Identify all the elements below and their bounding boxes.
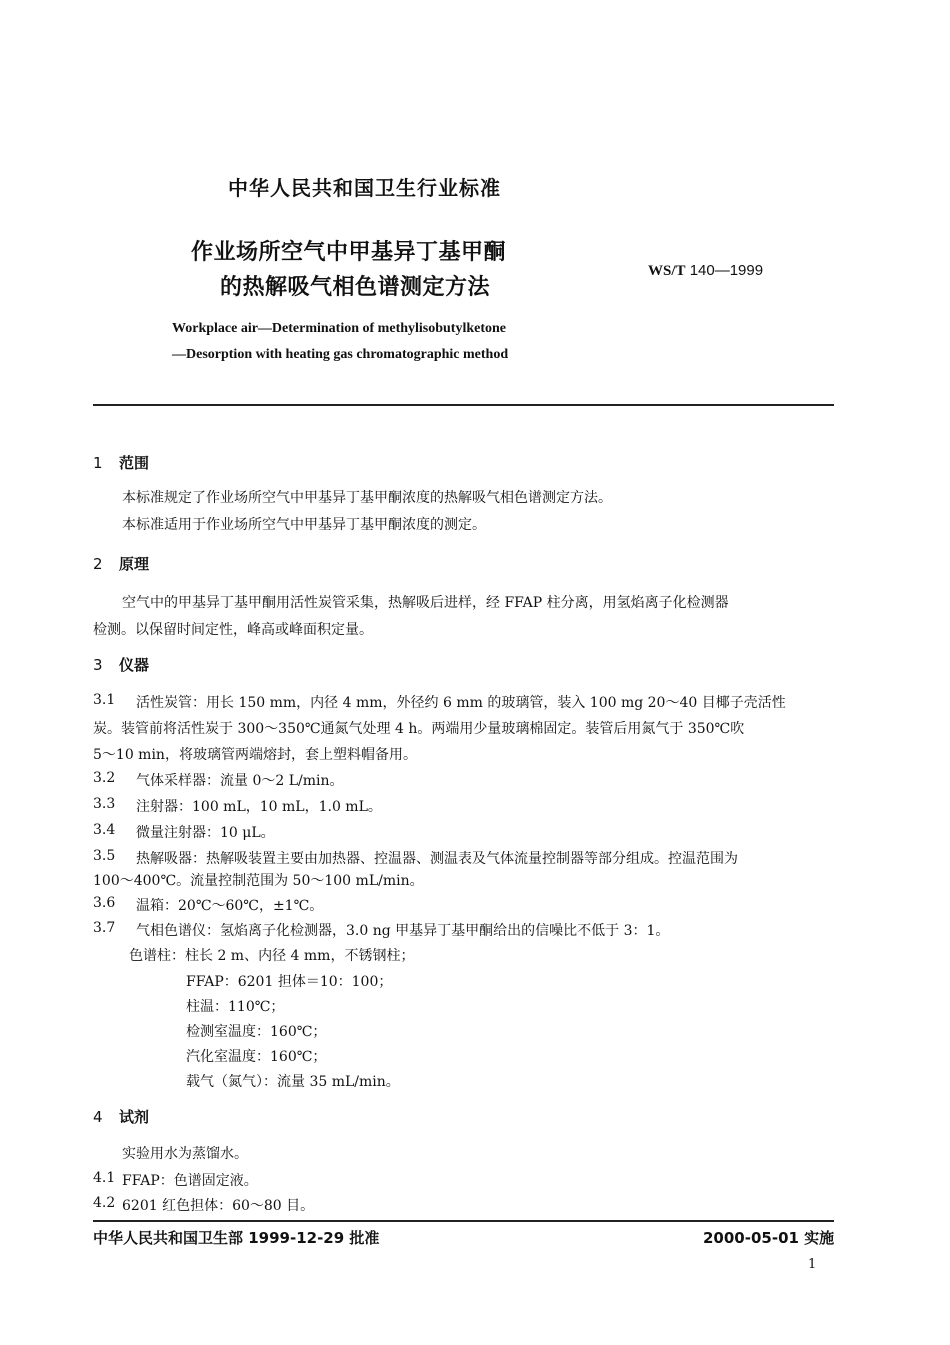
section-title: 范围 — [119, 454, 150, 472]
item-text: 气体采样器：流量 0～2 L/min。 — [136, 773, 344, 789]
title-cn-line1: 作业场所空气中甲基异丁基甲酮 — [191, 240, 507, 265]
standard-code-prefix: WS/T — [648, 263, 686, 279]
effective-date: 2000-05-01 实施 — [703, 1229, 835, 1247]
section-2-heading — [93, 553, 149, 574]
item-text: 100～400℃。流量控制范围为 50～100 mL/min。 — [93, 873, 424, 889]
item-text: 汽化室温度：160℃； — [186, 1049, 327, 1065]
item-number: 3.1 — [93, 692, 116, 708]
item-number: 3.5 — [93, 848, 116, 864]
header-divider — [93, 404, 834, 406]
item-text: 微量注射器：10 μL。 — [136, 825, 275, 841]
item-text: 活性炭管：用长 150 mm，内径 4 mm，外径约 6 mm 的玻璃管，装入 100 mg 20～40 目椰子壳活性 — [136, 695, 786, 711]
section-number: 2 — [93, 555, 103, 573]
title-en-line1: Workplace air—Determination of methylisobutylketone — [172, 321, 507, 336]
item-number: 4.1 — [93, 1170, 116, 1186]
section-4-heading — [93, 1106, 149, 1127]
section-number: 4 — [93, 1108, 103, 1126]
standard-code-number: 140—1999 — [689, 262, 764, 279]
title-cn-line2: 的热解吸气相色谱测定方法 — [220, 275, 491, 300]
section-1-heading — [93, 452, 149, 473]
page-number: 1 — [808, 1257, 817, 1272]
footer-divider — [93, 1220, 834, 1222]
item-text: FFAP：6201 担体＝10：100； — [186, 974, 393, 990]
item-number: 3.4 — [93, 822, 116, 838]
item-text: 5～10 min，将玻璃管两端熔封，套上塑料帽备用。 — [93, 747, 417, 763]
section-title: 试剂 — [119, 1108, 150, 1126]
approval-date: 中华人民共和国卫生部 1999-12-29 批准 — [93, 1229, 380, 1247]
item-text: 6201 红色担体：60～80 目。 — [122, 1198, 315, 1214]
item-text: 注射器：100 mL，10 mL，1.0 mL。 — [136, 799, 382, 815]
item-text: 气相色谱仪：氢焰离子化检测器，3.0 ng 甲基异丁基甲酮给出的信噪比不低于 3：1。 — [136, 923, 670, 939]
item-text: 柱温：110℃； — [186, 999, 285, 1015]
section-title: 仪器 — [119, 656, 150, 674]
item-text: FFAP：色谱固定液。 — [122, 1173, 258, 1189]
paragraph-line: 空气中的甲基异丁基甲酮用活性炭管采集，热解吸后进样，经 FFAP 柱分离，用氢焰离子化检测器 — [122, 595, 729, 611]
item-text: 载气（氮气）：流量 35 mL/min。 — [186, 1074, 400, 1090]
item-number: 3.7 — [93, 920, 116, 936]
paragraph-line: 检测。以保留时间定性，峰高或峰面积定量。 — [93, 622, 373, 638]
item-number: 3.3 — [93, 796, 116, 812]
item-number: 3.6 — [93, 895, 116, 911]
section-number: 3 — [93, 656, 103, 674]
item-number: 4.2 — [93, 1195, 116, 1211]
item-text: 检测室温度：160℃； — [186, 1024, 327, 1040]
item-text: 热解吸器：热解吸装置主要由加热器、控温器、测温表及气体流量控制器等部分组成。控温范围为 — [136, 851, 738, 867]
section-title: 原理 — [119, 555, 150, 573]
title-en-line2: —Desorption with heating gas chromatographic method — [172, 347, 509, 362]
item-number: 3.2 — [93, 770, 116, 786]
item-text: 炭。装管前将活性炭于 300～350℃通氮气处理 4 h。两端用少量玻璃棉固定。装管后用氮气于 350℃吹 — [93, 721, 745, 737]
item-text: 温箱：20℃～60℃，±1℃。 — [136, 898, 324, 914]
paragraph: 本标准适用于作业场所空气中甲基异丁基甲酮浓度的测定。 — [122, 517, 486, 533]
section-number: 1 — [93, 454, 103, 472]
paragraph: 本标准规定了作业场所空气中甲基异丁基甲酮浓度的热解吸气相色谱测定方法。 — [122, 490, 612, 506]
paragraph: 实验用水为蒸馏水。 — [122, 1146, 248, 1162]
section-3-heading — [93, 654, 149, 675]
standard-code — [648, 262, 763, 280]
item-text: 色谱柱：柱长 2 m、内径 4 mm，不锈钢柱； — [129, 948, 415, 964]
issuer-heading: 中华人民共和国卫生行业标准 — [228, 176, 501, 200]
